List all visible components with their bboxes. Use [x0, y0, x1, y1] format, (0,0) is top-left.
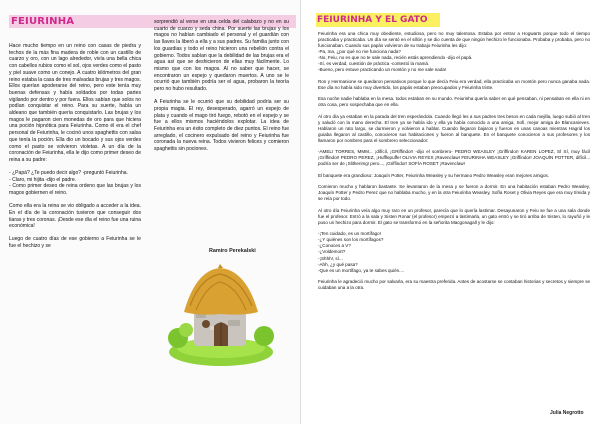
story-dialogue: -¡Ten cuidado, es un mortífago! -¿Y quiénes son los mortífagos? -¿Conoces a V? -¿Voldemort? -¡Shhh!, sí... -Ahh, ¿y qué pasa? -Que es un mortífago, ya te sabes quién.... [318, 231, 405, 273]
story-paragraph: Al otro día Feiurinha veía algo muy raro en un profesor, parecía que lo quería lastimar. Desayunaron y Feiu se fue a una sala donde fue el profesor. Entró a la sala y Sisten Ronar (el profesor) empezó a lastimarla, un gato entró y se tiró arriba de Sisten, lo rayuñó y le puso un hechizo para dormir. El gato se transformó en la señorita Macgonagall y le dijo: [318, 207, 590, 225]
story-paragraph: Luego de cuatro días de ese gobierno a Feiurinha se le fue el hechizo y se [9, 236, 141, 250]
left-column-1 [9, 43, 141, 256]
right-author: Julia Negrotto [550, 410, 584, 416]
story-paragraph: Feiurinha era una chica muy obediente, estudiosa, pero no muy talentosa. Estaba por entrar a Hogwarts porque todo el tiempo practicaba y practicaba. Un día se sentó en el sillón y se dio cuenta de que ningún hechizo le funcionaba. Probaba y probaba, pero no funcionaban. Cuando sus papás volvieron de su trabajo Feiurinha les dijo: -Pa, ma, ¿por qué no me funciona nada? -No, Feiu, no es que no te sale nada, recién estás aprendiendo -dijo el papá. -Sí, es verdad, cuestión de práctica -contestó la mamá. -Bueno, pero estuve practicando un montón y no me sale nada! [318, 31, 590, 73]
left-column-2 [154, 19, 289, 159]
story-paragraph: -AMELI TORRES, MMM... ¡difícil, ¡GRiffindor! -dijo el sombrero- PEDRO WEASLEY ¡Griffindor! KAREN LOPEZ, SÍ SÍ, muy fácil ¡Griffindor! PEDRO PEREZ, ¡Hufflepuffe! OLIVIA REYES ¡Ravenclaw! FEIURINHA WEASLEY ¡Griffindor! JOAQUÍN POTTER, difícil... podría ser de ¡Slitherimg! pero..., ¡Griffindor! SOFÍA ROSET ¡Ravenclaw! [318, 149, 590, 167]
right-title-banner [316, 13, 440, 27]
story-paragraph: sorprendió al verse en una celda del calabozo y no en su cuarto de cuarzo y seda china. Por suerte las brujas y los magos no habían cambiado el personal y el guardián con las llaves la liberó a ella y a sus padres. Su familia junto con los guardias y todo el reino hicieron una rebelión contra el gobierno. Todos sabían que la debilidad de las brujas era el agua así que se deshicieron de ellas muy fácilmente. Lo mismo que con los magos. Al no saber que hacer, se encontraron un espejo y quedaron muertos. A uno se le ocurrió que también podría ser el agua, probaron la teoría pero no hubo resultado. [154, 19, 289, 93]
story-paragraph: Comieron mucho y hablaron bastante. Se levantaron de la mesa y se fueron a dormir. En una habitación estaban Pedro Weasley, Joaquín Potter y Pedro Perez que no hablaba mucho, y en la otra Feiurinha Weasley, Sofía Roset y Olivia Reyes que era muy tímida y se reía por todo. [318, 184, 590, 202]
story-paragraph: Como ella era la reina se vio obligado a acceder a la idea. En el día de la coronación tuvieron que conseguir dos tiaras y tres coronas. ¡Desde ese día el reino fue una ruina económica! [9, 203, 141, 230]
right-page-title: FEIURINHA Y EL GATO [317, 15, 428, 25]
cottage-illustration [166, 264, 276, 367]
story-dialogue: - ¿Papá? ¿Te puedo decir algo? -preguntó Feiurinha. - Claro, mi hijita -dijo el padre. - Como primer deseo de reina ordeno que las brujas y los magos gobiernen el reino. [9, 170, 141, 197]
story-paragraph: Al otro día ya estaban en la parada del tren esperándola. Cuando llegó les a sus padres tres besos en cada mejilla, luego subió al tren y saludó con la mano derecha. El tren ya se había ido y ella ya había conocido a una amiga, Sofi, mejor amiga de Blancanieves. Hablaron un rato largo, se durmieron y volvieron a hablar. Cuando llegaron bajaron y fueron en unas canoas mientras Hagrid los guiaba llegaron al castillo, conocieron sus habitaciones y fueron al banquete. En el banquete conocieron a sus profesores y los llamaron por nombres para el sombrero seleccionador: [318, 113, 590, 143]
left-page-title: FEIURINHA [11, 16, 75, 27]
left-author: Ramiro Perekalski [209, 248, 256, 254]
story-paragraph: Ron y Hermanione se quedaron pensativos porque lo que decía Feiu era verdad, ella practicaba un montón pero nunca ganaba nada. Ese día no había sido muy divertido, los papás estaban preocupados y Feiurinha triste. [318, 78, 590, 90]
story-paragraph: Esa noche nadie hablaba en la mesa, todos estaban en su mundo. Feiurinha quería saber en qué pensaban, ni pensaban en ella ni en otra cosa, pero sospechaba que en ella. [318, 96, 590, 108]
right-page [300, 0, 600, 424]
story-paragraph: Feiurinha le agradeció mucho por salvarla, era su maestra preferida. Antes de acostarse se contaban historias y secretos y siempre se cuidaban una a la otra. [318, 279, 590, 291]
story-paragraph: El banquete era grandioso: Joaquín Potter, Feiurinha Weasley y su hermano Pedro Weasley eran mejores amigos. [318, 172, 550, 178]
story-paragraph: A Feiurinha se le ocurrió que su debilidad podría ser su propia magia. El rey, desesperado, agarró un espejo de plata y cuando el mago tiró fuego, rebotó en el espejo y se fue a ellos mismos haciéndolos explotar. La idea de Feiurinha era un éxito completo de diez puntos. El reino fue arreglado, el cocinero expulsado del reino y Feiurinha fue coronada la nueva reina. Todos vivieron felices y comieron spaghettis sin pociones. [154, 99, 289, 153]
story-paragraph: Hace mucho tiempo en un reino con casas de piedra y techos de la más fina madera de roble con un castillo de cuarzo y oro, con un lago alrededor, vivía una bella chica con cabellos rubios como el sol, ojos verdes como el pasto y piel suave como un conejo. A cuatro kilómetros del gran reino estaba la casa de tres malvadas brujas y tres magos. Ellos querían apoderarse del reino, pero este tenía muy buenas defensas y había soldados por todas partes vigilando por dentro y por fuera. Ellos sabían que solos no podían conquistar el reino. Para su suerte, había un aldeano que también quería conquistarlo. Las brujas y los magos le pagaron cien monedas de oro para que hiciera una poción hipnótica para Feiurinha. Como él era el chef personal de Feiurinha, le cocinó unos spaghettis con salsa que tenía la poción. Ella dio un bocado y sus ojos verdes como el pasto se volvieron violetas. A un día de la coronación de Feiurinha, ella le dijo como primer deseo de reina a su padre: [9, 43, 141, 163]
right-column [318, 31, 590, 297]
